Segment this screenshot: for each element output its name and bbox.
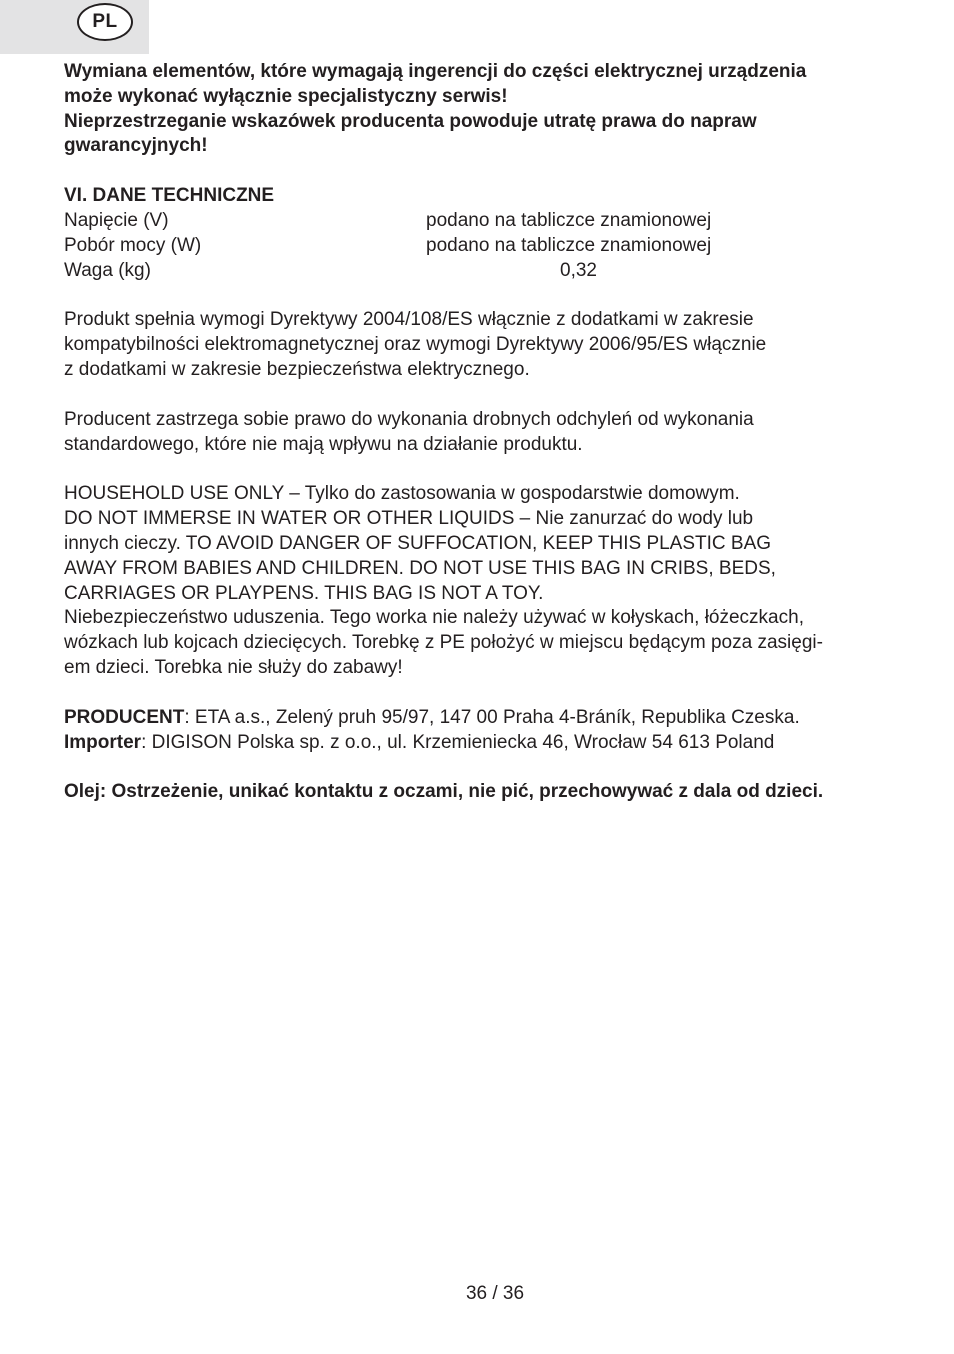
spec-value: podano na tabliczce znamionowej [426,209,712,231]
service-warning: Wymiana elementów, które wymagają ingerencji do części elektrycznej urządzenia może wykonać wyłącznie specjalistyczny serwis! [64,61,807,107]
spec-value: 0,32 [560,259,597,281]
producer-line [64,706,894,731]
spec-label: Waga (kg) [64,259,151,281]
spec-row-weight [64,259,894,284]
language-tab [0,0,149,54]
household-paragraph: HOUSEHOLD USE ONLY – Tylko do zastosowania w gospodarstwie domowym. DO NOT IMMERSE IN WATER OR OTHER LIQUIDS – Nie zanurzać do wody lub innych cieczy. TO AVOID DANGER OF SUFFOCATION, KEEP THIS PLASTIC BAG AWAY FROM BABIES AND CHILDREN. DO NOT USE THIS BAG IN CRIBS, BEDS, CARRIAGES OR PLAYPENS. THIS BAG IS NOT A TOY. Niebezpieczeństwo uduszenia. Tego worka nie należy używać w kołyskach, łóżeczkach, wózkach lub kojcach dziecięcych. Torebkę z PE położyć w miejscu będącym poza zasięgi- em dzieci. Torebka nie służy do zabawy! [64,483,823,678]
importer-label: Importer [64,731,142,753]
spec-row-power [64,234,894,259]
spec-label: Napięcie (V) [64,209,169,231]
spec-value: podano na tabliczce znamionowej [426,234,712,256]
oil-warning: Olej: Ostrzeżenie, unikać kontaktu z oczami, nie pić, przechowywać z dala od dzieci. [64,781,824,803]
page-number: 36 / 36 [465,1283,525,1304]
spec-row-voltage [64,209,894,234]
tech-heading: VI. DANE TECHNICZNE [64,185,275,207]
producer-rights-paragraph: Producent zastrzega sobie prawo do wykonania drobnych odchyleń od wykonania standardowego, które nie mają wpływu na działanie produktu. [64,408,754,455]
warranty-warning: Nieprzestrzeganie wskazówek producenta powoduje utratę prawa do napraw gwarancyjnych! [64,110,757,157]
language-badge: PL [77,3,133,41]
importer-text: : DIGISON Polska sp. z o.o., ul. Krzemieniecka 46, Wrocław 54 613 Poland [141,731,775,753]
importer-line [64,731,894,756]
directives-paragraph: Produkt spełnia wymogi Dyrektywy 2004/108/ES włącznie z dodatkami w zakresie kompatybilności elektromagnetycznej oraz wymogi Dyrektywy 2006/95/ES włącznie z dodatkami w zakresie bezpieczeństwa elektrycznego. [64,309,767,380]
page-content [64,60,894,805]
producer-label: PRODUCENT [64,706,185,728]
spec-label: Pobór mocy (W) [64,234,202,256]
producer-text: : ETA a.s., Zelený pruh 95/97, 147 00 Praha 4-Bráník, Republika Czeska. [184,706,800,728]
